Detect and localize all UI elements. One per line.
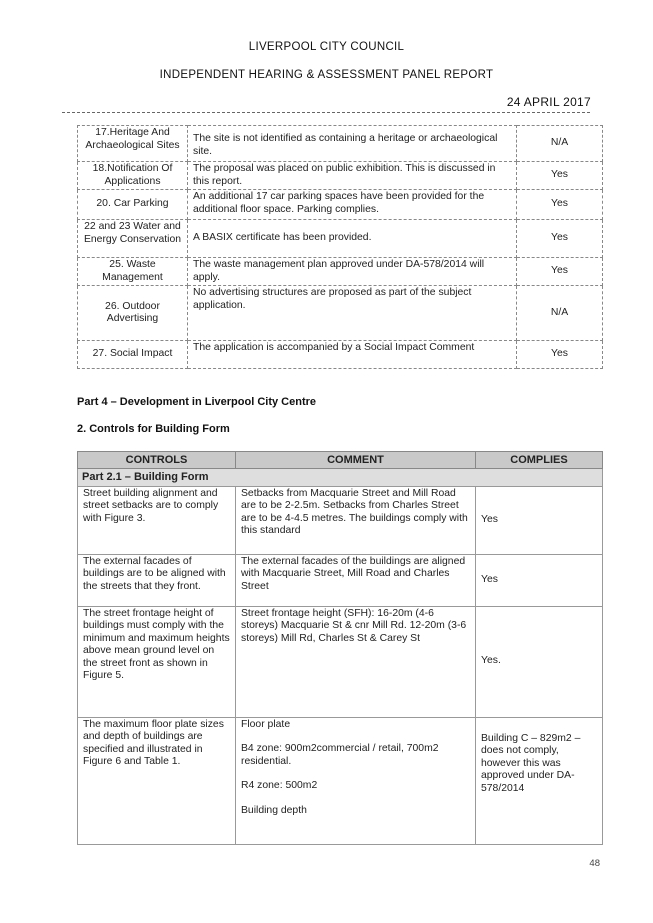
page-number: 48 — [589, 858, 600, 869]
control-cell: Street building alignment and street setbacks are to comply with Figure 3. — [78, 486, 236, 554]
complies-cell: N/A — [517, 286, 603, 341]
comment-cell: No advertising structures are proposed as part of the subject application. — [188, 286, 517, 341]
table-row — [78, 162, 603, 190]
complies-cell: Yes — [476, 554, 603, 606]
table-row — [78, 220, 603, 258]
section-heading-part4: Part 4 – Development in Liverpool City Centre — [77, 396, 317, 408]
control-cell: 26. Outdoor Advertising — [78, 286, 188, 341]
header-rule — [62, 112, 590, 113]
comment-cell — [236, 717, 476, 844]
table-header-row — [78, 452, 603, 469]
control-cell: 20. Car Parking — [78, 190, 188, 220]
control-cell: The maximum floor plate sizes and depth of buildings are specified and illustrated in Figure 6 and Table 1. — [78, 717, 236, 844]
comment-line: Floor plate — [241, 718, 291, 730]
complies-cell: Yes — [517, 220, 603, 258]
complies-cell: Yes — [517, 258, 603, 286]
table-row — [78, 554, 603, 606]
table-row — [78, 717, 603, 844]
building-form-table — [77, 451, 603, 845]
complies-cell — [476, 717, 603, 844]
comment-cell: The proposal was placed on public exhibition. This is discussed in this report. — [188, 162, 517, 190]
section-heading-controls: 2. Controls for Building Form — [77, 423, 230, 435]
council-name: LIVERPOOL CITY COUNCIL — [248, 41, 405, 53]
complies-cell: Yes — [476, 486, 603, 554]
table-row — [78, 190, 603, 220]
complies-cell: Yes. — [476, 606, 603, 717]
comment-cell: Street frontage height (SFH): 16-20m (4-6 storeys) Macquarie St & cnr Mill Rd. 12-20m (3-6 storeys) Mill Rd, Charles St & Carey St — [236, 606, 476, 717]
table-row — [78, 486, 603, 554]
table-row — [78, 286, 603, 341]
control-cell: 25. Waste Management — [78, 258, 188, 286]
controls-table-continued — [77, 125, 603, 369]
control-cell: 22 and 23 Water and Energy Conservation — [78, 220, 188, 258]
complies-cell: Yes — [517, 190, 603, 220]
comment-cell: An additional 17 car parking spaces have been provided for the additional floor space. Parking complies. — [188, 190, 517, 220]
comment-cell: A BASIX certificate has been provided. — [188, 220, 517, 258]
control-cell: 17.Heritage And Archaeological Sites — [78, 126, 188, 162]
comment-cell: The waste management plan approved under DA-578/2014 will apply. — [188, 258, 517, 286]
subheader-building-form: Part 2.1 – Building Form — [78, 469, 603, 487]
table-row — [78, 606, 603, 717]
complies-cell: N/A — [517, 126, 603, 162]
comment-cell: Setbacks from Macquarie Street and Mill Road are to be 2-2.5m. Setbacks from Charles Street are to be 4-4.5 metres. The buildings comply with this standard — [236, 486, 476, 554]
complies-cell: Yes — [517, 162, 603, 190]
report-date: 24 APRIL 2017 — [506, 95, 591, 109]
control-cell: The street frontage height of buildings must comply with the minimum and maximum heights above mean ground level on the street front as shown in Figure 5. — [78, 606, 236, 717]
comment-cell: The external facades of the buildings are aligned with Macquarie Street, Mill Road and Charles Street — [236, 554, 476, 606]
header-controls: CONTROLS — [78, 452, 236, 469]
complies-cell: Yes — [517, 341, 603, 369]
header-complies: COMPLIES — [476, 452, 603, 469]
control-cell: 27. Social Impact — [78, 341, 188, 369]
comment-line: B4 zone: 900m2commercial / retail, 700m2 residential. — [241, 743, 439, 767]
comment-cell: The application is accompanied by a Social Impact Comment — [188, 341, 517, 369]
comment-cell: The site is not identified as containing a heritage or archaeological site. — [188, 126, 517, 162]
table-row — [78, 126, 603, 162]
comment-line: Building depth — [241, 804, 307, 816]
report-title: INDEPENDENT HEARING & ASSESSMENT PANEL REPORT — [159, 69, 494, 81]
control-cell: 18.Notification Of Applications — [78, 162, 188, 190]
header-comment: COMMENT — [236, 452, 476, 469]
control-cell: The external facades of buildings are to be aligned with the streets that they front. — [78, 554, 236, 606]
table-row — [78, 341, 603, 369]
table-subheader-row — [78, 469, 603, 487]
table-row — [78, 258, 603, 286]
complies-text: Building C – 829m2 – does not comply, however this was approved under DA-578/2014 — [481, 732, 581, 794]
comment-line: R4 zone: 500m2 — [241, 780, 318, 791]
